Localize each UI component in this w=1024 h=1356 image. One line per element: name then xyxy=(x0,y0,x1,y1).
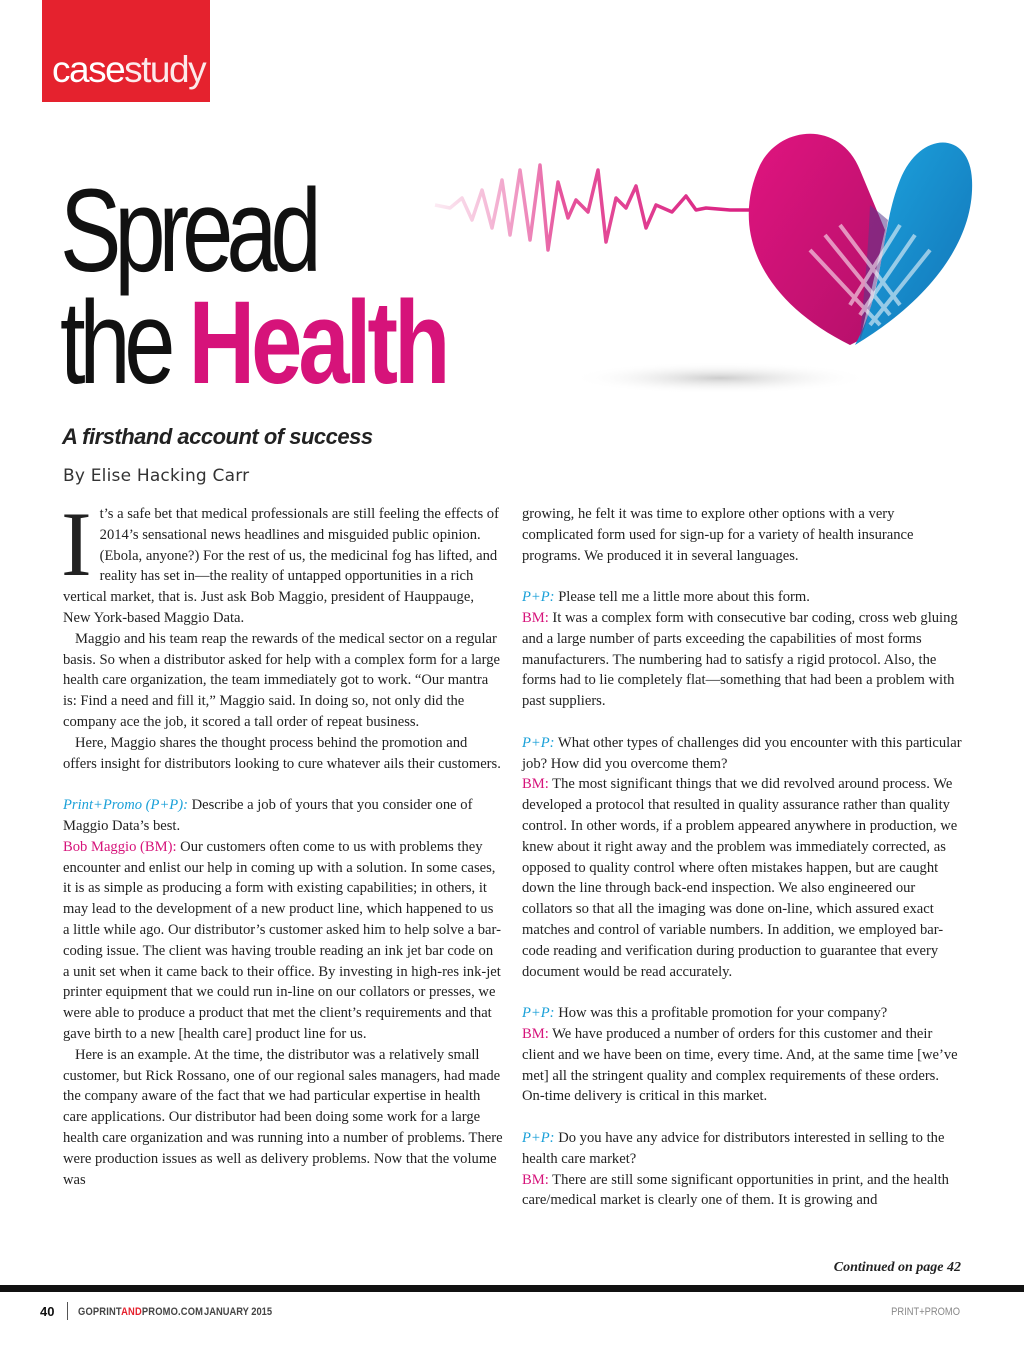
footer-website: GOPRINTANDPROMO.COM xyxy=(78,1306,204,1318)
footer-rule xyxy=(0,1285,1024,1292)
question-label: P+P: xyxy=(522,1129,555,1146)
shadow-shape xyxy=(570,362,870,394)
continued-note: Continued on page 42 xyxy=(833,1260,961,1275)
answer-label: BM: xyxy=(522,609,549,626)
headline-health: Health xyxy=(188,277,447,409)
answer-2: BM: It was a complex form with consecutive bar coding, cross web gluing and a large number of parts exceeding the capabilities of most forms manufacturers. The numbering had to satisfy a rigid protocol. Also, the forms had to lie completely flat—something that had been a problem with past suppliers. xyxy=(522,609,958,710)
paragraph: Here is an example. At the time, the distributor was a relatively small customer, but Rick Rossano, one of our regional sales managers, had made the company aware of the fact that we had particular expertise in health care applications. Our distributor had been doing some work for a large health care organization and was running into a number of problems. There were production issues as well as delivery problems. Now that the volume was xyxy=(63,1046,503,1188)
footer-divider xyxy=(67,1302,68,1320)
section-tag xyxy=(42,0,210,102)
heartbeat-heart-illustration xyxy=(430,110,990,410)
answer-4: BM: We have produced a number of orders for this customer and their client and we have been on time, every time. And, at the same time [we’ve met] all the stringent quality and complex requirements of these orders. On-time delivery is critical in this market. xyxy=(522,1025,958,1105)
answer-label: BM: xyxy=(522,1025,549,1042)
answer-label: BM: xyxy=(522,776,549,793)
question-4: P+P: How was this a profitable promotion for your company? xyxy=(522,1005,888,1022)
heartbeat-line xyxy=(435,165,790,250)
answer-label: Bob Maggio (BM): xyxy=(63,838,177,855)
paragraph: Here, Maggio shares the thought process behind the promotion and offers insight for distributors looking to cure whatever ails their customers. xyxy=(63,734,501,772)
question-label: P+P: xyxy=(522,589,555,606)
headline-the: the xyxy=(60,277,170,409)
answer-5: BM: There are still some significant opportunities in print, and the health care/medical market is clearly one of them. It is growing and xyxy=(522,1171,949,1209)
question-2: P+P: Please tell me a little more about this form. xyxy=(522,589,810,606)
drop-cap: I xyxy=(61,493,92,595)
question-1: Print+Promo (P+P): Describe a job of yours that you consider one of Maggio Data’s best. xyxy=(63,797,473,834)
headline-line2 xyxy=(60,277,447,409)
page-number: 40 xyxy=(40,1304,55,1319)
question-5: P+P: Do you have any advice for distributors interested in selling to the health care market? xyxy=(522,1129,945,1167)
footer-magazine-name: PRINT+PROMO xyxy=(891,1306,960,1318)
intro-paragraph: It’s a safe bet that medical professionals are still feeling the effects of 2014’s sensational news headlines and misguided public opinion. (Ebola, anyone?) For the rest of us, the medicinal fog has lifted, and reality has set in—the reality of untapped opportunities in a rich vertical market, that is. Just ask Bob Maggio, president of Hauppauge, New York-based Maggio Data. xyxy=(61,493,499,626)
column-left xyxy=(61,493,503,1190)
answer-1: Bob Maggio (BM): Our customers often come to us with problems they encounter and enlist our help in coming up with a solution. In some cases, it is as simple as producing a form with existing capabilities; in others, it may lead to the development of a new product line, which happened to us a little while ago. Our distributor’s customer asked him to help solve a bar-coding issue. The client was having trouble reading an ink jet bar code on a unit set when it came back to their office. By investing in high-res ink-jet printer equipment that we could run in-line on our collators or presses, we were able to produce a product that met the client’s requirements and that gave birth to a new [health care] product line for us. xyxy=(63,838,501,1042)
question-label: Print+Promo (P+P): xyxy=(63,797,188,814)
byline: By Elise Hacking Carr xyxy=(63,466,250,486)
headline-line1: Spread xyxy=(60,165,315,297)
footer-date: JANUARY 2015 xyxy=(204,1306,273,1318)
question-label: P+P: xyxy=(522,1005,555,1022)
question-label: P+P: xyxy=(522,734,555,751)
subtitle: A firsthand account of success xyxy=(62,424,373,449)
paragraph: growing, he felt it was time to explore other options with a very complicated form used for sign-up for a variety of health insurance programs. We produced it in several languages. xyxy=(522,506,914,564)
answer-label: BM: xyxy=(522,1171,549,1188)
answer-3: BM: The most significant things that we did revolved around process. We developed a protocol that resulted in quality assurance rather than quality control. In other words, if a problem appeared anywhere in production, we knew about it right away and the problem was immediately corrected, as opposed to quality control where often mistakes happen, but are caught down the line through back-end inspection. We also engineered our collators so that all the imaging was done on-line, which assured exact matches and control of variable numbers. In addition, we employed bar-code reading and verification during production to guarantee that every document would be read accurately. xyxy=(522,776,958,980)
question-3: P+P: What other types of challenges did you encounter with this particular job? How did you overcome them? xyxy=(522,734,962,772)
paragraph: Maggio and his team reap the rewards of the medical sector on a regular basis. So when a distributor asked for help with a complex form for a large health care organization, the team immediately got to work. “Our mantra is: Find a need and fill it,” Maggio said. In doing so, not only did the company ace the job, it scored a tall order of repeat business. xyxy=(63,630,501,730)
page-footer xyxy=(0,1302,1024,1322)
section-tag-label: casestudy xyxy=(52,49,206,90)
column-right xyxy=(522,504,964,1211)
